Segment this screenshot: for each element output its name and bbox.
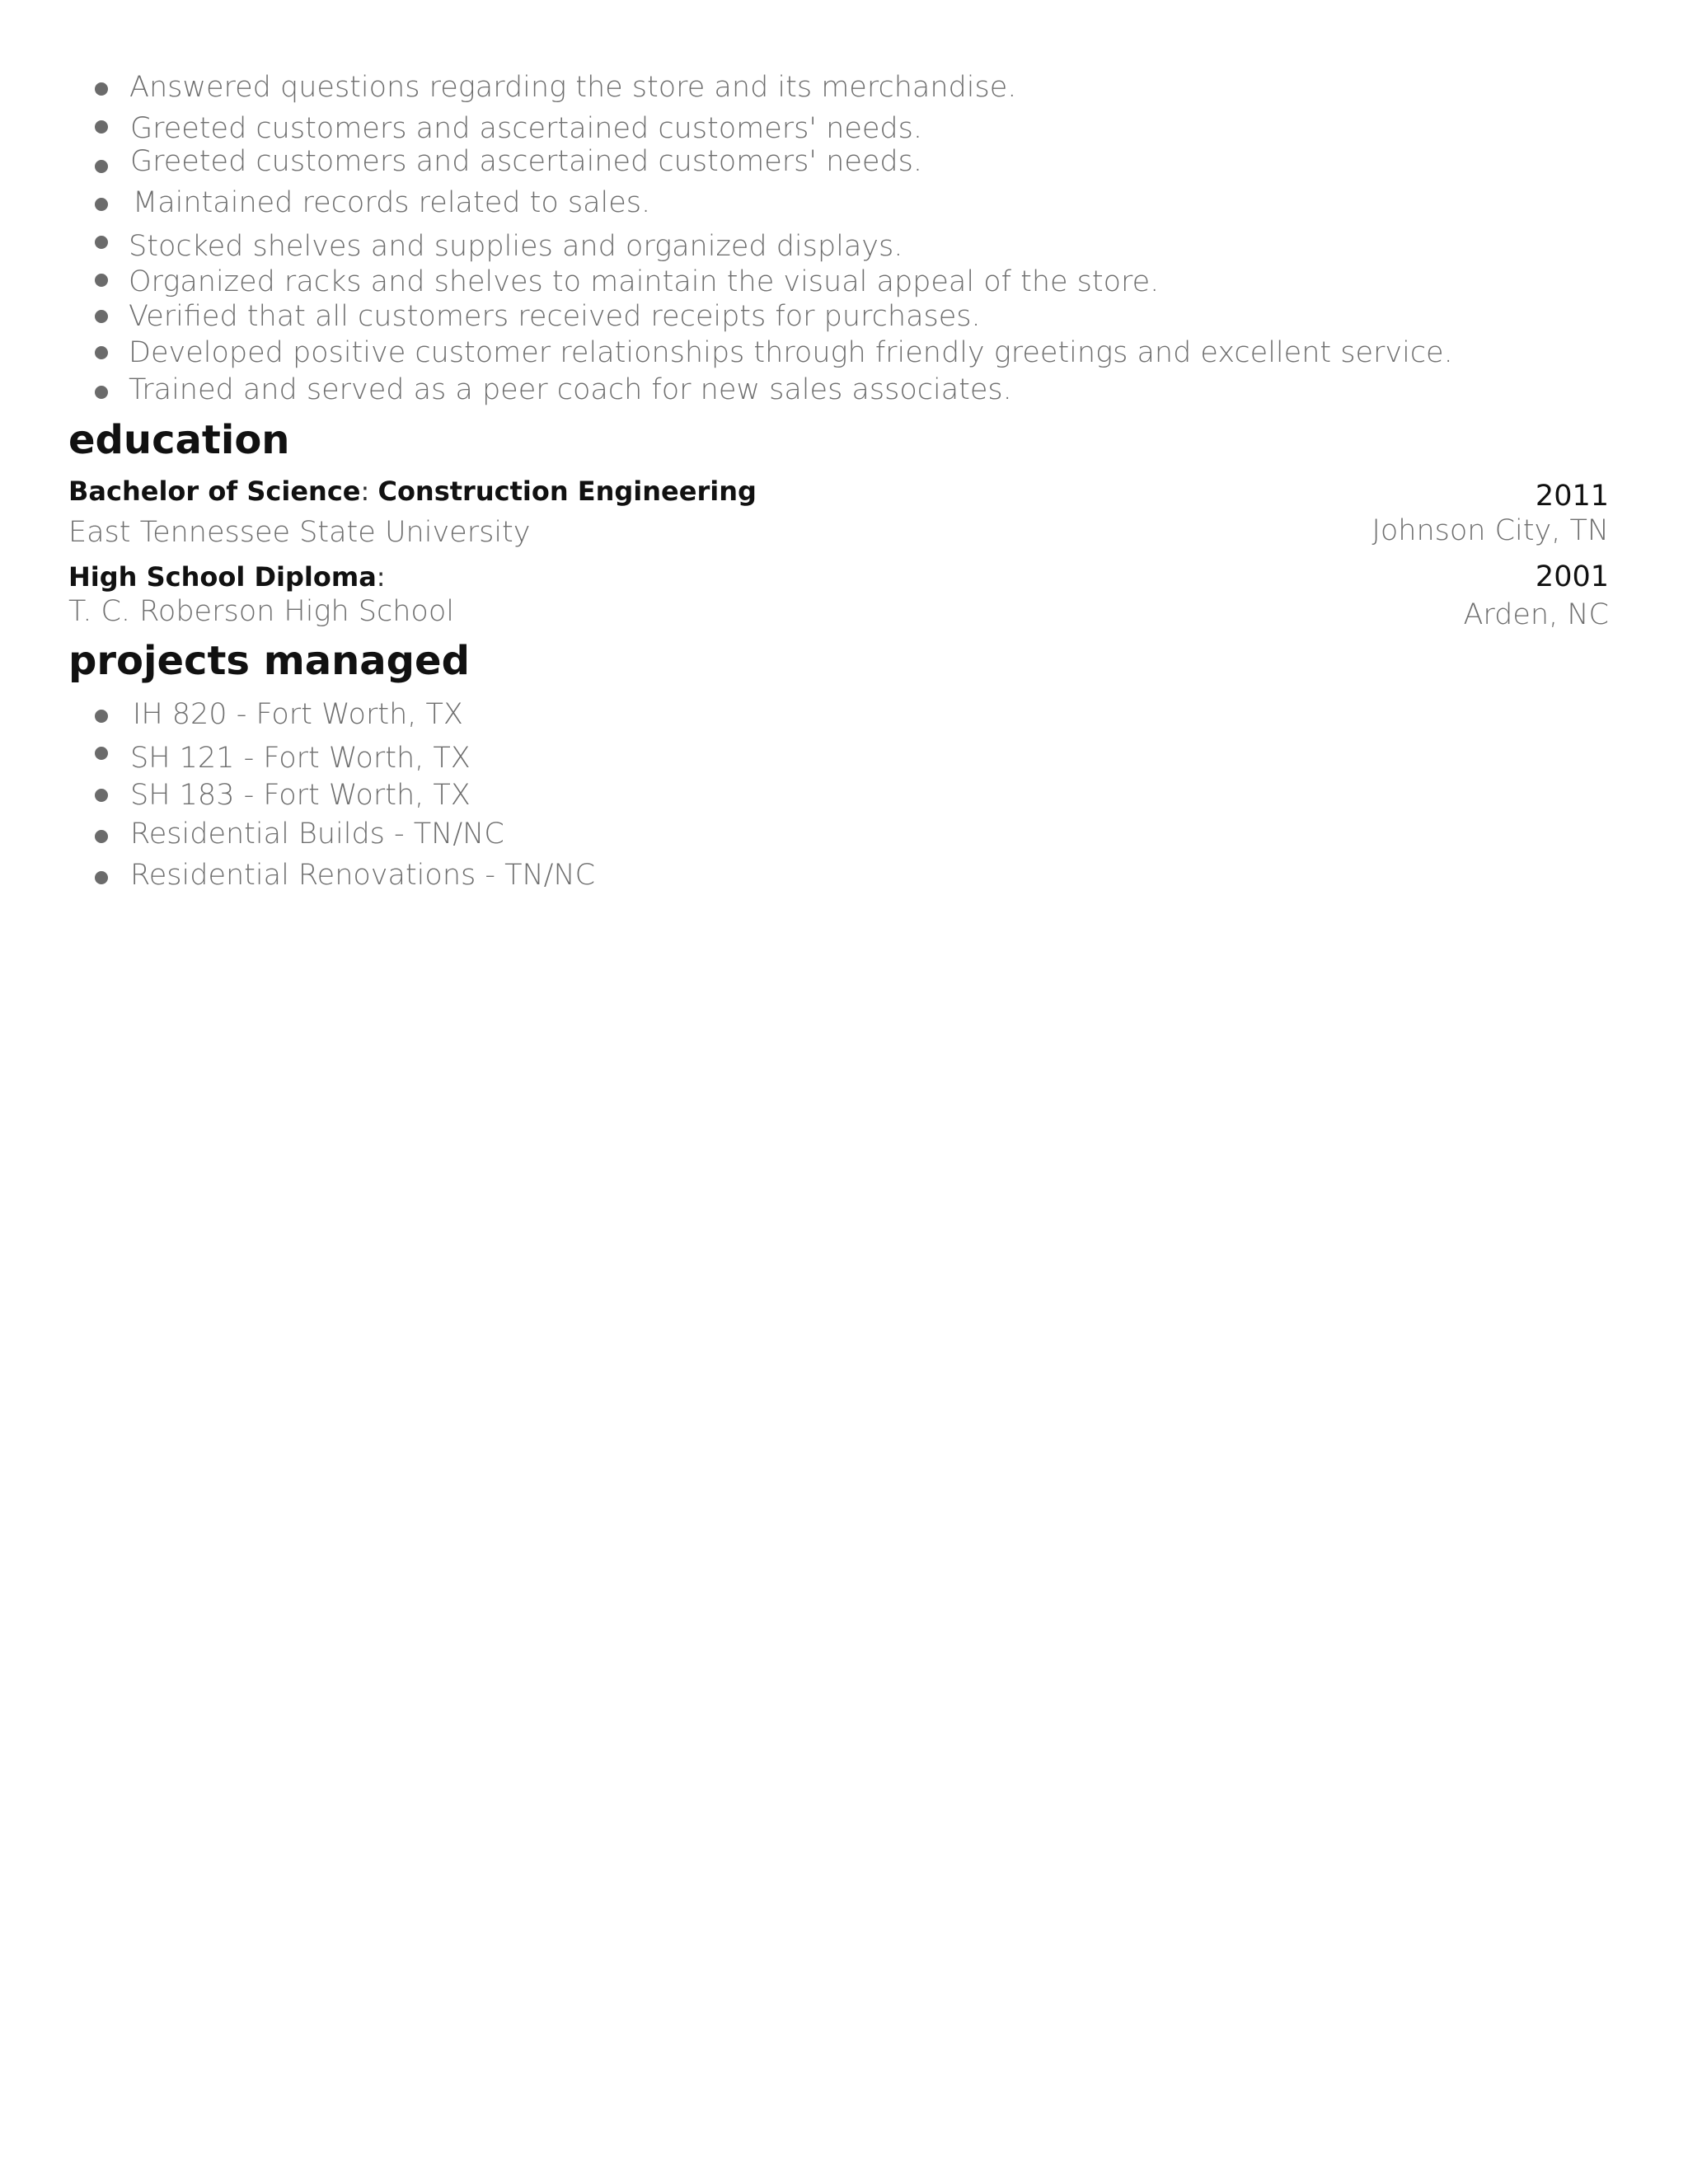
bullet-dot-icon <box>95 789 108 802</box>
education-school-highschool: T. C. Roberson High School <box>68 595 454 628</box>
education-degree-bachelor <box>68 475 757 508</box>
education-heading: education <box>68 417 290 463</box>
degree-separator: : <box>376 561 386 593</box>
experience-bullet: Developed positive customer relationships through friendly greetings and excellent service. <box>129 336 1453 369</box>
degree-separator: : <box>360 476 370 507</box>
project-item: IH 820 - Fort Worth, TX <box>133 698 463 731</box>
education-location-highschool: Arden, NC <box>1463 598 1609 631</box>
bullet-dot-icon <box>95 346 108 359</box>
education-year-highschool: 2001 <box>1535 560 1609 593</box>
experience-bullet: Stocked shelves and supplies and organized displays. <box>129 230 903 263</box>
education-degree-highschool <box>68 560 386 593</box>
bullet-dot-icon <box>95 82 108 96</box>
bullet-dot-icon <box>95 747 108 760</box>
projects-heading: projects managed <box>68 638 470 684</box>
bullet-dot-icon <box>95 310 108 323</box>
bullet-dot-icon <box>95 386 108 399</box>
experience-bullet: Trained and served as a peer coach for new sales associates. <box>129 373 1012 406</box>
experience-bullet: Maintained records related to sales. <box>133 186 651 219</box>
bullet-dot-icon <box>95 198 108 211</box>
experience-bullet: Answered questions regarding the store and its merchandise. <box>129 71 1017 104</box>
bullet-dot-icon <box>95 274 108 287</box>
project-item: SH 183 - Fort Worth, TX <box>130 779 471 812</box>
experience-bullet: Greeted customers and ascertained customers' needs. <box>130 145 922 178</box>
degree-name: Bachelor of Science <box>68 476 361 507</box>
degree-name: High School Diploma <box>68 561 377 593</box>
project-item: Residential Builds - TN/NC <box>130 818 504 851</box>
experience-bullet: Organized racks and shelves to maintain the visual appeal of the store. <box>129 265 1160 298</box>
experience-bullet: Verified that all customers received receipts for purchases. <box>129 300 981 333</box>
project-item: Residential Renovations - TN/NC <box>130 859 596 892</box>
education-year-bachelor: 2011 <box>1535 480 1609 513</box>
bullet-dot-icon <box>95 871 108 884</box>
bullet-dot-icon <box>95 710 108 723</box>
bullet-dot-icon <box>95 160 108 173</box>
project-item: SH 121 - Fort Worth, TX <box>130 742 471 775</box>
experience-bullet: Greeted customers and ascertained customers' needs. <box>130 112 922 145</box>
bullet-dot-icon <box>95 120 108 134</box>
education-location-bachelor: Johnson City, TN <box>1372 514 1609 547</box>
education-school-bachelor: East Tennessee State University <box>68 516 531 549</box>
bullet-dot-icon <box>95 236 108 249</box>
bullet-dot-icon <box>95 830 108 843</box>
degree-field: Construction Engineering <box>377 476 757 507</box>
